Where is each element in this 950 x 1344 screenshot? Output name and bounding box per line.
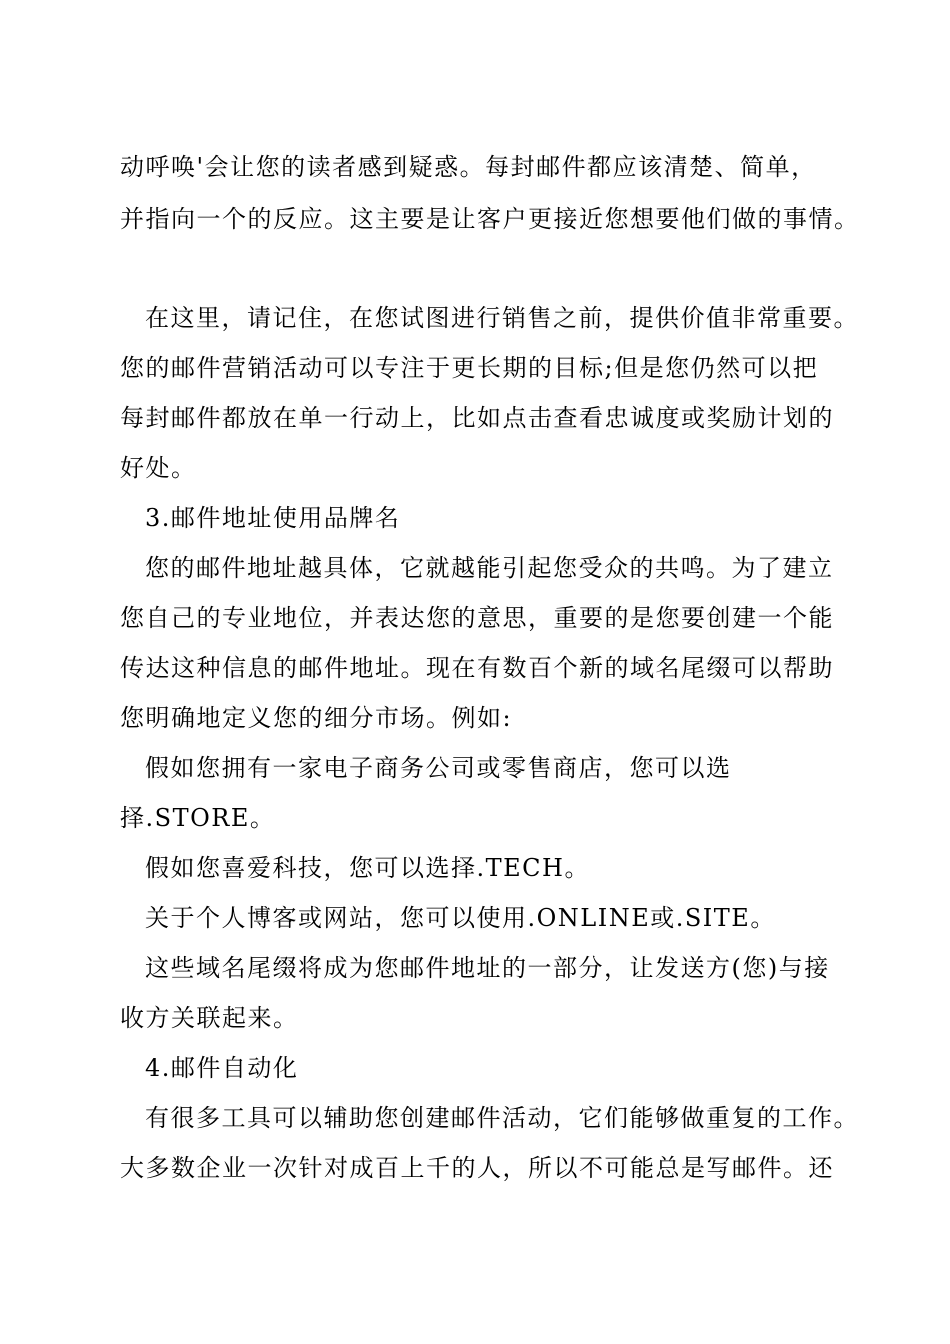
paragraph-line: 假如您拥有一家电子商务公司或零售商店，您可以选 xyxy=(145,754,732,782)
section-heading: 3.邮件地址使用品牌名 xyxy=(145,504,401,532)
paragraph-line: 收方关联起来。 xyxy=(120,1004,299,1032)
paragraph-line: 大多数企业一次针对成百上千的人，所以不可能总是写邮件。还 xyxy=(120,1154,834,1182)
paragraph-line: 这些域名尾缀将成为您邮件地址的一部分，让发送方(您)与接 xyxy=(145,954,830,982)
paragraph-line: 关于个人博客或网站，您可以使用.ONLINE或.SITE。 xyxy=(145,904,776,932)
paragraph-line: 您的邮件营销活动可以专注于更长期的目标;但是您仍然可以把 xyxy=(120,354,819,382)
section-heading: 4.邮件自动化 xyxy=(145,1054,299,1082)
paragraph-line: 动呼唤'会让您的读者感到疑惑。每封邮件都应该清楚、简单， xyxy=(120,153,817,181)
paragraph-line: 您自己的专业地位，并表达您的意思，重要的是您要创建一个能 xyxy=(120,604,834,632)
paragraph-line: 并指向一个的反应。这主要是让客户更接近您想要他们做的事情。 xyxy=(120,205,860,233)
paragraph-line: 在这里，请记住，在您试图进行销售之前，提供价值非常重要。 xyxy=(145,304,859,332)
paragraph-line: 好处。 xyxy=(120,454,197,482)
paragraph-line: 每封邮件都放在单一行动上，比如点击查看忠诚度或奖励计划的 xyxy=(120,404,834,432)
paragraph-line: 假如您喜爱科技，您可以选择.TECH。 xyxy=(145,854,590,882)
paragraph-line: 择.STORE。 xyxy=(120,804,276,832)
paragraph-line: 您的邮件地址越具体，它就越能引起您受众的共鸣。为了建立 xyxy=(145,554,834,582)
paragraph-line: 您明确地定义您的细分市场。例如: xyxy=(120,704,513,732)
paragraph-line: 传达这种信息的邮件地址。现在有数百个新的域名尾缀可以帮助 xyxy=(120,654,834,682)
paragraph-line: 有很多工具可以辅助您创建邮件活动，它们能够做重复的工作。 xyxy=(145,1104,859,1132)
